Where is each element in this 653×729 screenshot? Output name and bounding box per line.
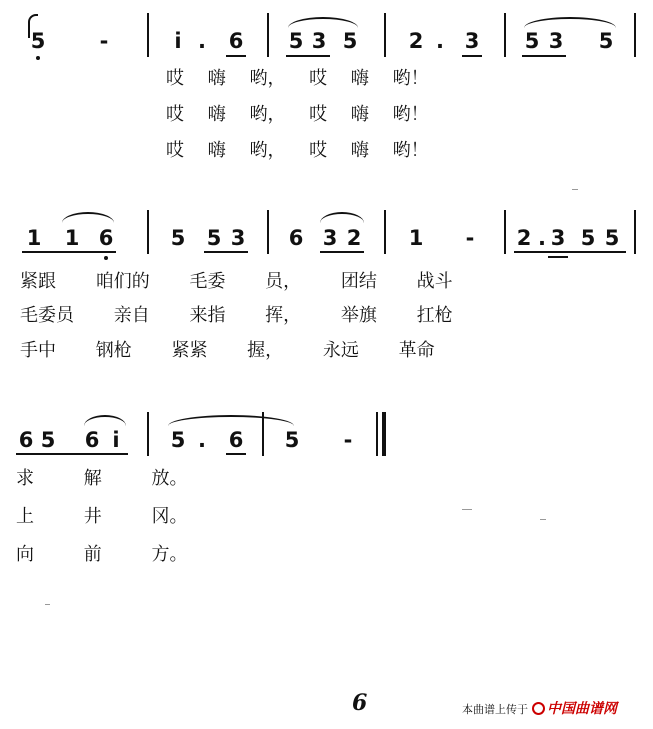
note: 3: [548, 29, 564, 53]
slur: [320, 212, 364, 223]
note: 2: [408, 29, 424, 53]
bar-line: [384, 210, 386, 254]
note: 2: [346, 226, 362, 250]
note: 2: [516, 226, 532, 250]
underline: [320, 251, 364, 253]
underline: [226, 55, 246, 57]
note: 6: [18, 428, 34, 452]
dot-extension: .: [436, 29, 444, 53]
underline: [16, 453, 128, 455]
note: 5: [604, 226, 620, 250]
note: 6: [228, 29, 244, 53]
dash: -: [465, 226, 475, 250]
credit-text: 本曲谱上传于: [462, 703, 528, 716]
underline: [462, 55, 482, 57]
note: 5: [524, 29, 540, 53]
note: 5: [284, 428, 300, 452]
bar-line: [147, 412, 149, 456]
note: 1: [408, 226, 424, 250]
lyric-line-1: 哎 嗨 哟， 哎 嗨 哟！: [166, 68, 429, 89]
final-bar-line-thin: [376, 412, 378, 456]
bar-line: [262, 412, 264, 456]
note: i: [112, 428, 120, 452]
note: 5: [30, 29, 46, 53]
dot-extension: .: [538, 226, 546, 250]
note: 5: [170, 226, 186, 250]
lyric-line-1: 求 解 放。: [16, 468, 188, 489]
note: 3: [230, 226, 246, 250]
underline: [22, 251, 116, 253]
bar-line: [147, 210, 149, 254]
bar-line: [267, 210, 269, 254]
note: 5: [580, 226, 596, 250]
bar-line: [147, 13, 149, 57]
note: 3: [322, 226, 338, 250]
credit-site-name: 中国曲谱网: [547, 701, 617, 717]
bar-line: [634, 210, 636, 254]
lyric-line-3: 哎 嗨 哟， 哎 嗨 哟！: [166, 140, 429, 161]
note: 3: [311, 29, 327, 53]
note: 6: [98, 226, 114, 250]
note: 3: [550, 226, 566, 250]
underline: [226, 453, 246, 455]
scan-speck: [462, 509, 472, 510]
lyric-line-2: 毛委员 亲自 来指 挥， 举旗 扛枪: [20, 305, 453, 326]
note: 5: [342, 29, 358, 53]
dash: -: [99, 29, 109, 53]
dot-extension: .: [198, 428, 206, 452]
low-octave-dot: [36, 56, 40, 60]
final-bar-line-thick: [382, 412, 386, 456]
note: 5: [40, 428, 56, 452]
note: 5: [598, 29, 614, 53]
underline: [522, 55, 566, 57]
note: 5: [288, 29, 304, 53]
note: 1: [64, 226, 80, 250]
underline: [286, 55, 330, 57]
bar-line: [384, 13, 386, 57]
dash: -: [343, 428, 353, 452]
slur: [288, 17, 358, 28]
bar-line: [504, 13, 506, 57]
note: 3: [464, 29, 480, 53]
note: 6: [228, 428, 244, 452]
underline: [548, 256, 568, 258]
bar-line: [504, 210, 506, 254]
site-logo-icon: [532, 702, 545, 715]
slur: [84, 415, 126, 426]
lyric-line-2: 哎 嗨 哟， 哎 嗨 哟！: [166, 104, 429, 125]
note: i: [174, 29, 182, 53]
lyric-line-3: 手中 钢枪 紧紧 握， 永远 革命: [20, 340, 435, 361]
scan-speck: [572, 189, 578, 190]
note: 5: [170, 428, 186, 452]
slur: [62, 212, 114, 223]
low-octave-dot: [104, 256, 108, 260]
note: 6: [288, 226, 304, 250]
note: 5: [206, 226, 222, 250]
lyric-line-2: 上 井 冈。: [16, 506, 188, 527]
bar-line: [634, 13, 636, 57]
dot-extension: .: [198, 29, 206, 53]
upload-credit: [462, 698, 617, 718]
underline: [204, 251, 248, 253]
note: 6: [84, 428, 100, 452]
slur: [524, 17, 616, 28]
slur: [168, 415, 294, 426]
lyric-line-3: 向 前 方。: [16, 544, 188, 565]
lyric-line-1: 紧跟 咱们的 毛委 员， 团结 战斗: [20, 271, 453, 292]
scan-speck: [45, 604, 50, 605]
underline: [514, 251, 626, 253]
page-number: 6: [352, 690, 368, 716]
bar-line: [267, 13, 269, 57]
note: 1: [26, 226, 42, 250]
scan-speck: [540, 519, 546, 520]
